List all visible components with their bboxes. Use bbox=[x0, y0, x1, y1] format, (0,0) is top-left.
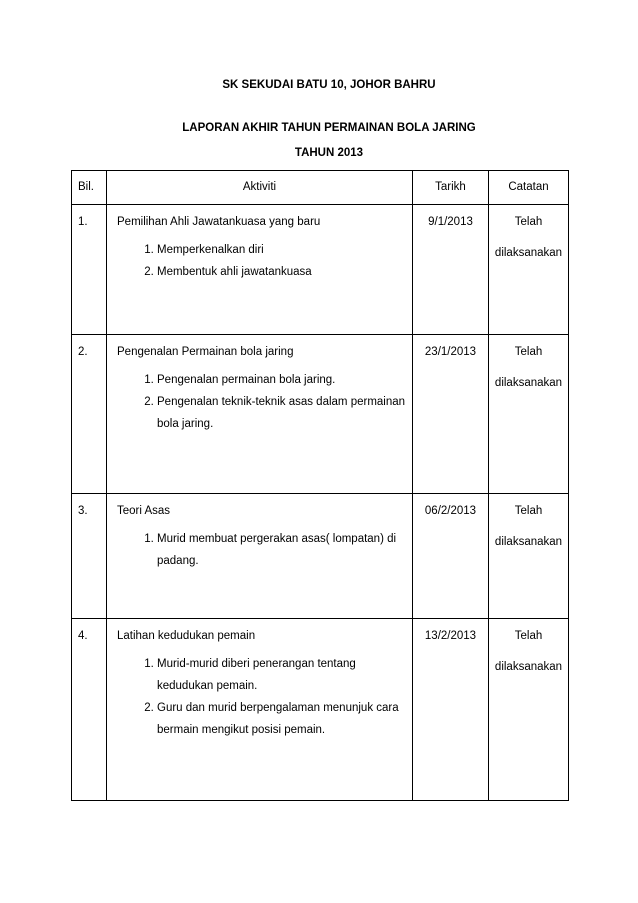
table-row bbox=[72, 619, 569, 801]
cell-catatan bbox=[489, 205, 569, 335]
status-line-2: dilaksanakan bbox=[494, 661, 563, 673]
activity-title: Teori Asas bbox=[117, 505, 171, 517]
report-year: TAHUN 2013 bbox=[294, 147, 364, 159]
cell-bil bbox=[72, 494, 107, 619]
table-row bbox=[72, 494, 569, 619]
activity-item: 2. Pengenalan teknik-teknik asas dalam permainan bola jaring. bbox=[157, 391, 406, 435]
cell-aktiviti bbox=[107, 335, 413, 494]
status-line-1: Telah bbox=[514, 630, 543, 642]
cell-bil bbox=[72, 335, 107, 494]
activity-item: 1. Pengenalan permainan bola jaring. bbox=[157, 369, 406, 391]
status-line-2: dilaksanakan bbox=[494, 536, 563, 548]
activity-item: 1. Murid membuat pergerakan asas( lompatan) di padang. bbox=[157, 528, 406, 572]
cell-aktiviti bbox=[107, 494, 413, 619]
row-number: 4. bbox=[78, 630, 88, 642]
column-header-bil: Bil. bbox=[78, 181, 94, 193]
activity-status bbox=[489, 205, 568, 260]
activity-item-list bbox=[117, 369, 406, 435]
table-row bbox=[72, 335, 569, 494]
cell-tarikh bbox=[413, 494, 489, 619]
header-cell-bil bbox=[72, 171, 107, 205]
activity-status bbox=[489, 619, 568, 674]
activity-title: Pengenalan Permainan bola jaring bbox=[117, 346, 294, 358]
row-number: 3. bbox=[78, 505, 88, 517]
report-title: LAPORAN AKHIR TAHUN PERMAINAN BOLA JARING bbox=[182, 122, 476, 134]
row-number: 1. bbox=[78, 216, 88, 228]
activity-item-list bbox=[117, 653, 406, 741]
activity-title: Pemilihan Ahli Jawatankuasa yang baru bbox=[117, 216, 321, 228]
column-header-aktiviti: Aktiviti bbox=[242, 181, 277, 193]
cell-bil bbox=[72, 205, 107, 335]
activity-status bbox=[489, 335, 568, 390]
status-line-2: dilaksanakan bbox=[494, 247, 563, 259]
column-header-catatan: Catatan bbox=[508, 181, 549, 193]
row-number: 2. bbox=[78, 346, 88, 358]
activity-report-table bbox=[71, 170, 569, 801]
header-cell-tarikh bbox=[413, 171, 489, 205]
table-row bbox=[72, 205, 569, 335]
cell-tarikh bbox=[413, 619, 489, 801]
activity-date: 9/1/2013 bbox=[428, 216, 473, 228]
status-line-1: Telah bbox=[514, 505, 543, 517]
cell-tarikh bbox=[413, 335, 489, 494]
header-cell-catatan bbox=[489, 171, 569, 205]
cell-bil bbox=[72, 619, 107, 801]
activity-date: 13/2/2013 bbox=[424, 630, 477, 642]
activity-item: 1. Murid-murid diberi penerangan tentang kedudukan pemain. bbox=[157, 653, 406, 697]
header-cell-aktiviti bbox=[107, 171, 413, 205]
activity-date: 23/1/2013 bbox=[424, 346, 477, 358]
status-line-1: Telah bbox=[514, 346, 543, 358]
status-line-2: dilaksanakan bbox=[494, 377, 563, 389]
cell-aktiviti bbox=[107, 619, 413, 801]
activity-title: Latihan kedudukan pemain bbox=[117, 630, 256, 642]
activity-status bbox=[489, 494, 568, 549]
activity-item: 1. Memperkenalkan diri bbox=[157, 239, 406, 261]
activity-item-list bbox=[117, 528, 406, 572]
cell-aktiviti bbox=[107, 205, 413, 335]
table-header-row bbox=[72, 171, 569, 205]
activity-item: 2. Guru dan murid berpengalaman menunjuk cara bermain mengikut posisi pemain. bbox=[157, 697, 406, 741]
school-heading: SK SEKUDAI BATU 10, JOHOR BAHRU bbox=[222, 79, 436, 91]
activity-item: 2. Membentuk ahli jawatankuasa bbox=[157, 261, 406, 283]
activity-date: 06/2/2013 bbox=[424, 505, 477, 517]
cell-catatan bbox=[489, 494, 569, 619]
cell-catatan bbox=[489, 335, 569, 494]
column-header-tarikh: Tarikh bbox=[435, 181, 466, 193]
activity-item-list bbox=[117, 239, 406, 283]
cell-tarikh bbox=[413, 205, 489, 335]
status-line-1: Telah bbox=[514, 216, 543, 228]
cell-catatan bbox=[489, 619, 569, 801]
